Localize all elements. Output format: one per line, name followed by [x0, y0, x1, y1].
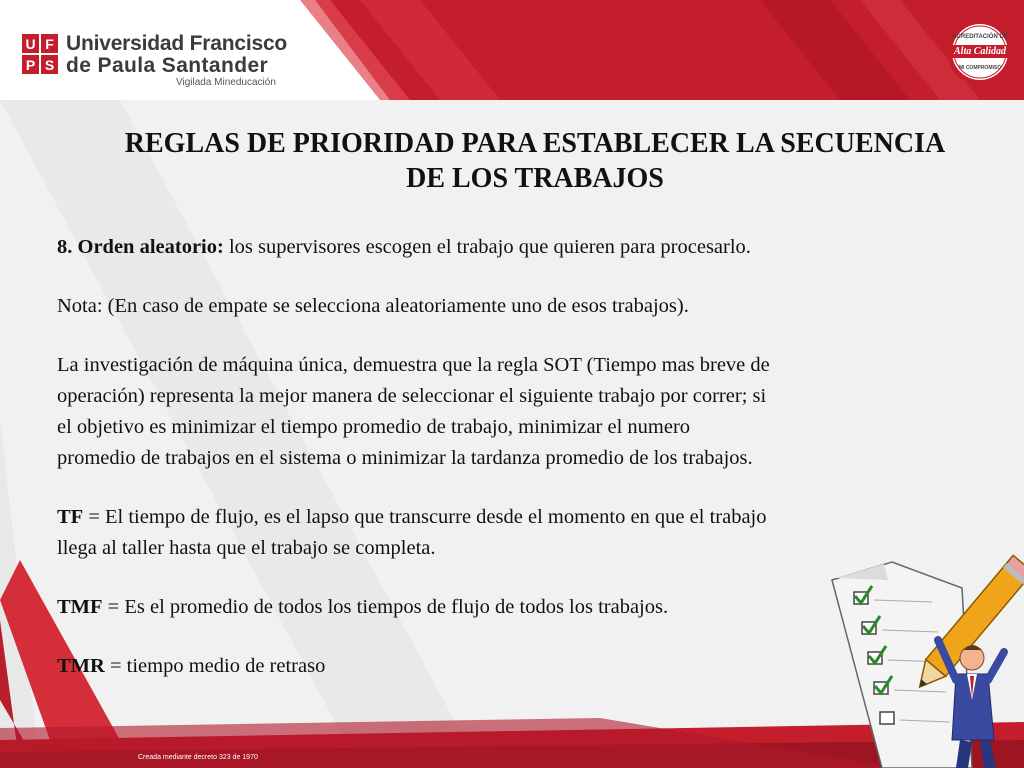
tmr-label: TMR — [57, 655, 105, 677]
rule-8-paragraph — [57, 232, 1005, 263]
slide-title — [40, 126, 1024, 196]
university-name-line1: Universidad Francisco — [66, 32, 288, 55]
rule-8-label: 8. Orden aleatorio: — [57, 236, 224, 258]
research-line-4: promedio de trabajos en el sistema o minimizar la tardanza promedio de los trabajos. — [57, 447, 753, 469]
research-paragraph — [57, 350, 1005, 474]
university-subtitle: Vigilada Mineducación — [176, 77, 276, 88]
title-line-2: DE LOS TRABAJOS — [406, 163, 664, 194]
ufps-logo-icon — [22, 34, 58, 74]
svg-text:U: U — [25, 36, 36, 52]
note-paragraph: Nota: (En caso de empate se selecciona aleatoriamente uno de esos trabajos). — [57, 295, 689, 317]
svg-text:P: P — [25, 57, 36, 73]
tmf-label: TMF — [57, 596, 103, 618]
research-line-3: el objetivo es minimizar el tiempo promedio de trabajo, minimizar el numero — [57, 416, 691, 438]
tf-text-line-2: llega al taller hasta que el trabajo se completa. — [57, 537, 436, 559]
seal-main-text: Alta Calidad — [950, 45, 1010, 58]
tmr-text: = tiempo medio de retraso — [104, 655, 326, 677]
title-line-1: REGLAS DE PRIORIDAD PARA ESTABLECER LA SECUENCIA — [124, 128, 946, 159]
tf-label: TF — [57, 506, 84, 528]
tf-text-line-1: = El tiempo de flujo, es el lapso que transcurre desde el momento en que el trabajo — [83, 506, 767, 528]
footer-decree-text: Creada mediante decreto 323 de 1970 — [138, 754, 258, 761]
tmf-text: = Es el promedio de todos los tiempos de flujo de todos los trabajos. — [102, 596, 669, 618]
svg-text:S: S — [44, 57, 55, 73]
svg-text:F: F — [45, 36, 54, 52]
seal-top-text: ACREDITACIÓN DE — [952, 34, 1008, 40]
research-line-1: La investigación de máquina única, demuestra que la regla SOT (Tiempo mas breve de — [57, 354, 770, 376]
university-name-line2: de Paula Santander — [66, 54, 269, 77]
checklist-pencil-clipart — [822, 540, 1024, 768]
seal-bottom-text: MI COMPROMISO — [958, 65, 1002, 71]
university-logo — [22, 34, 312, 90]
research-line-2: operación) representa la mejor manera de seleccionar el siguiente trabajo por correr; si — [57, 385, 767, 407]
rule-8-text: los supervisores escogen el trabajo que quieren para procesarlo. — [223, 236, 751, 258]
accreditation-seal — [946, 18, 1014, 86]
